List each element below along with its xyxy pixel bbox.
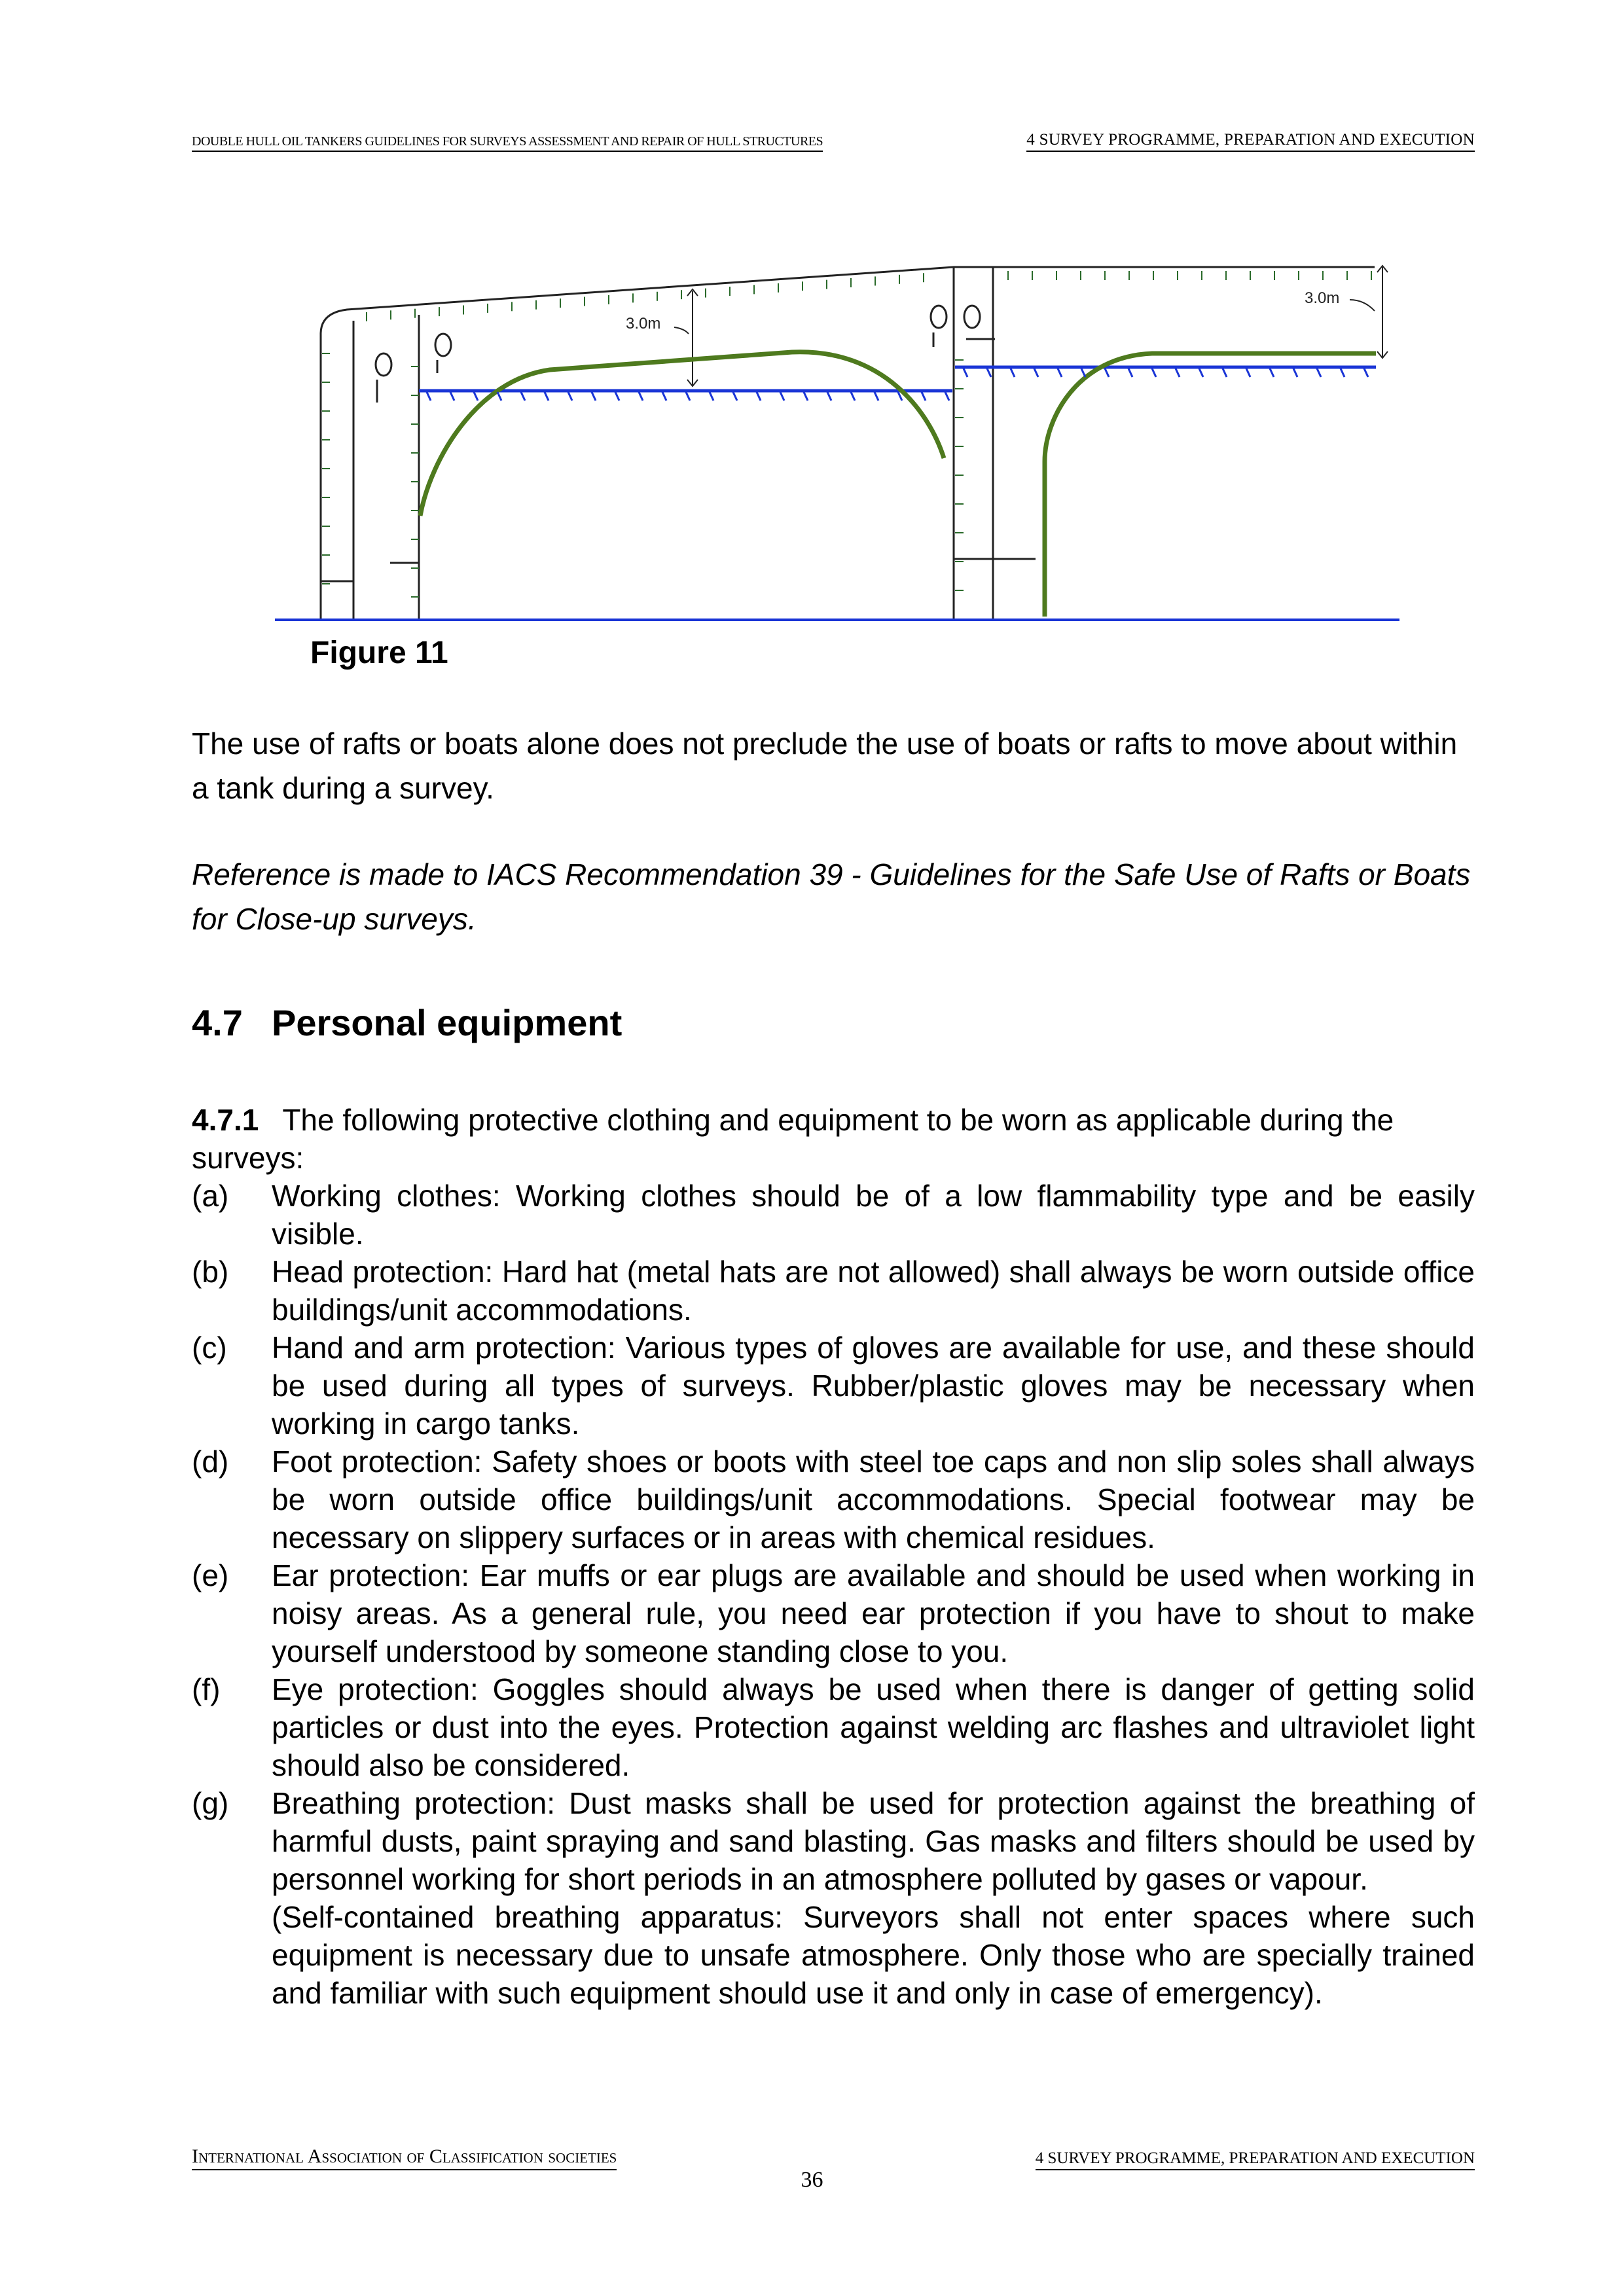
stiffener-tick [686, 392, 690, 401]
list-item [192, 1253, 1475, 1329]
stiffener-tick [1317, 368, 1321, 377]
list-item [192, 1329, 1475, 1443]
stiffener-tick [1246, 368, 1250, 377]
stiffener-tick [1152, 368, 1156, 377]
dimension-label-left: 3.0m [626, 315, 661, 332]
subsection-text: The following protective clothing and equipment to be worn as applicable during the surveys: [192, 1103, 1394, 1175]
stiffener-tick [662, 392, 666, 401]
item-text: Eye protection: Goggles should always be used when there is danger of getting solid particles or dust into the eyes. Protection against welding arc flashes and ultraviolet light should also be considered. [272, 1672, 1475, 1782]
stiffener-tick [1364, 368, 1368, 377]
figure-caption: Figure 11 [310, 636, 448, 670]
stiffener-tick [1199, 368, 1203, 377]
item-label: (e) [192, 1558, 229, 1592]
item-label: (c) [192, 1331, 227, 1365]
item-label: (b) [192, 1255, 229, 1289]
stiffener-tick [875, 392, 878, 401]
stiffener-tick [1105, 368, 1109, 377]
list-item [192, 1443, 1475, 1556]
stiffener-tick [987, 368, 991, 377]
stiffener-tick [592, 392, 596, 401]
stiffener-tick [427, 392, 431, 401]
item-text: Foot protection: Safety shoes or boots with steel toe caps and non slip soles shall always be worn outside office buildings/unit accommodations. Special footwear may be necessary on slippery surfaces or in areas with chemical residues. [272, 1444, 1475, 1554]
section-number: 4.7 [192, 1002, 243, 1043]
header-left: DOUBLE HULL OIL TANKERS GUIDELINES FOR SURVEYS ASSESSMENT AND REPAIR OF HULL STRUCTURES [192, 134, 823, 152]
item-label [192, 1898, 272, 2012]
list-item [192, 1177, 1475, 1253]
running-header [192, 131, 1475, 152]
stiffener-tick [964, 368, 967, 377]
stiffener-tick [545, 392, 549, 401]
stiffener-tick [851, 392, 855, 401]
subsection-number: 4.7.1 [192, 1103, 259, 1137]
item-text: Working clothes: Working clothes should be of a low flammability type and be easily visible. [272, 1179, 1475, 1251]
paragraph-rafts-boats: The use of rafts or boats alone does not preclude the use of boats or rafts to move about within a tank during a survey. [192, 726, 1458, 805]
stiffener-tick [1081, 368, 1085, 377]
item-label: (a) [192, 1179, 229, 1213]
list-item [192, 1898, 1475, 2012]
stiffener-tick [1341, 368, 1344, 377]
dimension-label-right: 3.0m [1305, 289, 1340, 307]
footer-left: International Association of Classification societies [192, 2145, 617, 2170]
stiffener-tick [1034, 368, 1038, 377]
section-heading [192, 1001, 622, 1044]
item-text: Breathing protection: Dust masks shall be used for protection against the breathing of harmful dusts, paint spraying and sand blasting. Gas masks and filters should be used by personnel working for short periods in an atmosphere polluted by gases or vapour. [272, 1786, 1475, 1896]
running-footer [192, 2145, 1475, 2170]
item-label: (g) [192, 1786, 229, 1820]
item-label: (d) [192, 1444, 229, 1479]
stiffener-tick [757, 392, 761, 401]
stiffener-tick [1293, 368, 1297, 377]
stiffener-tick [568, 392, 572, 401]
footer-right: 4 SURVEY PROGRAMME, PREPARATION AND EXECUTION [1036, 2149, 1475, 2170]
stiffener-tick [922, 392, 926, 401]
list-item [192, 1784, 1475, 1898]
stiffener-tick [1058, 368, 1062, 377]
list-item [192, 1670, 1475, 1784]
item-text: Hand and arm protection: Various types of gloves are available for use, and these should be used during all types of surveys. Rubber/plastic gloves may be necessary when working in cargo tanks. [272, 1331, 1475, 1441]
header-right: 4 SURVEY PROGRAMME, PREPARATION AND EXECUTION [1026, 131, 1475, 152]
stiffener-tick [733, 392, 737, 401]
stiffener-tick [1223, 368, 1227, 377]
stiffener-tick [1270, 368, 1274, 377]
stiffener-tick [827, 392, 831, 401]
list-item [192, 1556, 1475, 1670]
stiffener-tick [450, 392, 454, 401]
section-title: Personal equipment [272, 1002, 623, 1043]
stiffener-tick [521, 392, 525, 401]
subsection-intro [192, 1101, 1475, 1177]
tank-structure [321, 267, 1375, 620]
stiffener-tick [780, 392, 784, 401]
stiffener-tick [1176, 368, 1180, 377]
figure-11 [262, 255, 1414, 635]
stiffener-tick [474, 392, 478, 401]
item-label: (f) [192, 1672, 221, 1706]
paragraph-reference: Reference is made to IACS Recommendation 39 - Guidelines for the Safe Use of Rafts or Boats for Close-up surveys. [192, 857, 1471, 936]
stiffener-tick [1011, 368, 1015, 377]
stiffener-tick [639, 392, 643, 401]
item-text: (Self-contained breathing apparatus: Surveyors shall not enter spaces where such equipment is necessary due to unsafe atmosphere. Only those who are specially trained and familiar with such equipment should use it and only in case of emergency). [272, 1900, 1475, 2010]
stiffener-tick [497, 392, 501, 401]
stiffener-tick [710, 392, 713, 401]
stiffener-tick [804, 392, 808, 401]
page-number: 36 [801, 2168, 823, 2192]
item-text: Ear protection: Ear muffs or ear plugs are available and should be used when working in noisy areas. As a general rule, you need ear protection if you have to shout to make yourself understood by someone standing close to you. [272, 1558, 1475, 1668]
item-text: Head protection: Hard hat (metal hats are not allowed) shall always be worn outside office buildings/unit accommodations. [272, 1255, 1475, 1327]
stiffener-tick [945, 392, 949, 401]
stiffener-tick [615, 392, 619, 401]
equipment-list [192, 1177, 1475, 2012]
tank-cross-section-diagram [262, 255, 1414, 635]
stiffener-tick [1128, 368, 1132, 377]
